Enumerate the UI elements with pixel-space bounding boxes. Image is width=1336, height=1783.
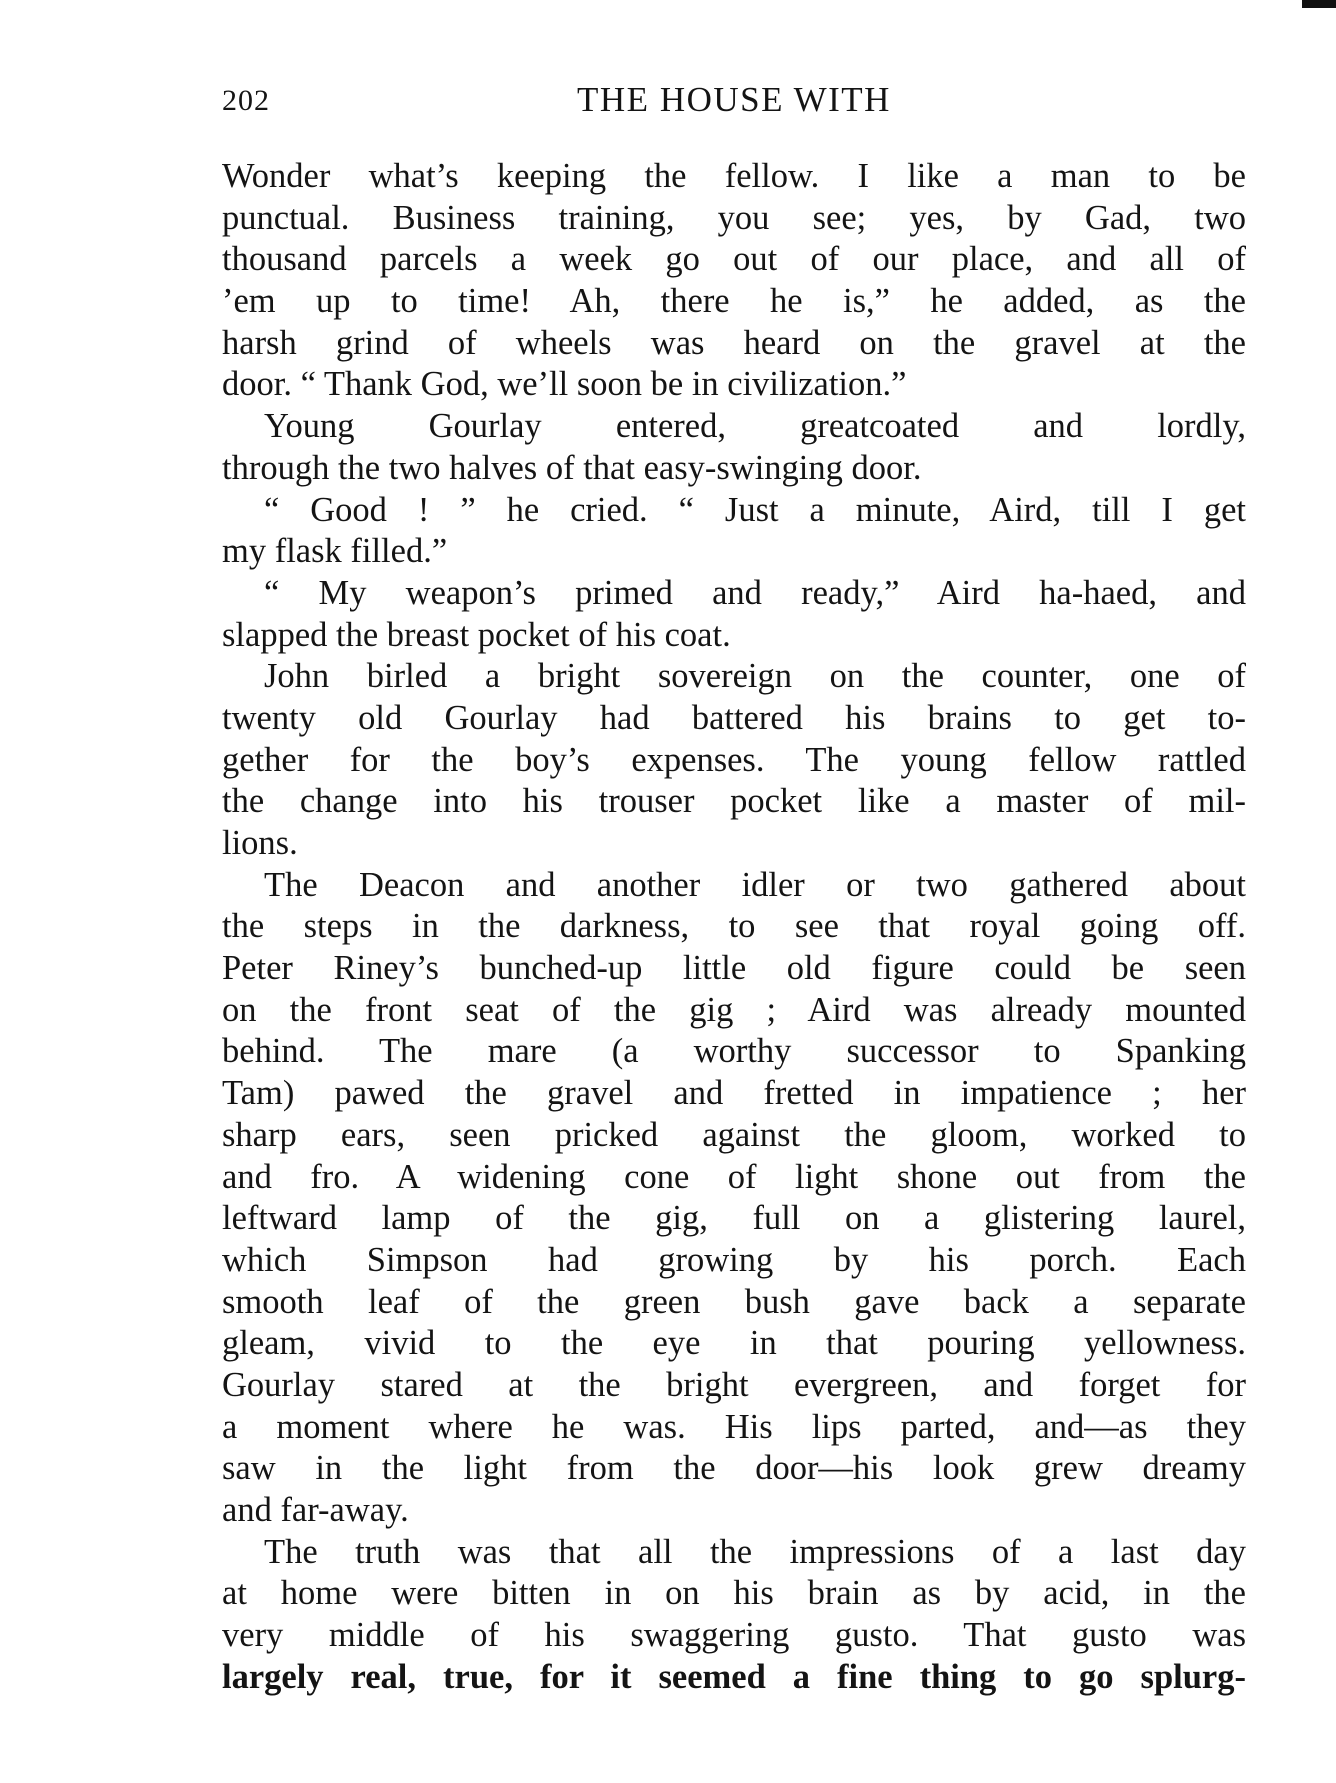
text-line: on the front seat of the gig ; Aird was already mounted <box>222 990 1246 1029</box>
text-line: my flask filled.” <box>222 532 448 571</box>
text-line: and fro. A widening cone of light shone out from the <box>222 1157 1246 1196</box>
running-head: THE HOUSE WITH <box>577 80 891 119</box>
text-line: gleam, vivid to the eye in that pouring yellowness. <box>222 1324 1246 1363</box>
text-line: behind. The mare (a worthy successor to Spanking <box>222 1032 1246 1071</box>
body-text <box>222 156 1246 1698</box>
text-line: through the two halves of that easy-swinging door. <box>222 448 922 487</box>
text-line: door. “ Thank God, we’ll soon be in civilization.” <box>222 365 907 404</box>
text-line: The Deacon and another idler or two gathered about <box>264 865 1246 904</box>
text-line: smooth leaf of the green bush gave back a separate <box>222 1282 1246 1321</box>
scan-edge-mark <box>1302 0 1336 8</box>
text-line: Peter Riney’s bunched-up little old figure could be seen <box>222 949 1246 988</box>
text-line: largely real, true, for it seemed a fine thing to go splurg- <box>222 1657 1246 1696</box>
text-line: at home were bitten in on his brain as by acid, in the <box>222 1574 1246 1613</box>
page-header <box>222 80 1246 132</box>
text-line: lions. <box>222 824 298 862</box>
text-line: “ Good ! ” he cried. “ Just a minute, Aird, till I get <box>264 490 1246 529</box>
text-line: Gourlay stared at the bright evergreen, and forget for <box>222 1365 1246 1404</box>
text-line: which Simpson had growing by his porch. Each <box>222 1240 1246 1279</box>
text-line: and far-away. <box>222 1491 409 1529</box>
page-number: 202 <box>222 84 270 117</box>
text-line: The truth was that all the impressions of a last day <box>264 1532 1246 1571</box>
text-line: ’em up to time! Ah, there he is,” he added, as the <box>222 282 1246 321</box>
text-line: the steps in the darkness, to see that royal going off. <box>222 907 1246 946</box>
text-line: a moment where he was. His lips parted, and—as they <box>222 1407 1246 1446</box>
text-line: harsh grind of wheels was heard on the gravel at the <box>222 323 1246 362</box>
text-line: slapped the breast pocket of his coat. <box>222 615 731 654</box>
text-line: Wonder what’s keeping the fellow. I like a man to be <box>222 157 1246 195</box>
text-line: “ My weapon’s primed and ready,” Aird ha-haed, and <box>264 573 1246 612</box>
text-line: sharp ears, seen pricked against the gloom, worked to <box>222 1115 1246 1154</box>
text-line: Tam) pawed the gravel and fretted in impatience ; her <box>222 1074 1246 1113</box>
text-line: twenty old Gourlay had battered his brains to get to- <box>222 698 1246 737</box>
text-line: gether for the boy’s expenses. The young fellow rattled <box>222 740 1246 779</box>
text-line: punctual. Business training, you see; yes, by Gad, two <box>222 198 1246 237</box>
text-line: the change into his trouser pocket like a master of mil- <box>222 782 1246 821</box>
text-line: very middle of his swaggering gusto. That gusto was <box>222 1616 1246 1655</box>
text-line: leftward lamp of the gig, full on a glistering laurel, <box>222 1199 1246 1238</box>
text-line: saw in the light from the door—his look grew dreamy <box>222 1449 1246 1488</box>
text-line: John birled a bright sovereign on the counter, one of <box>264 657 1246 696</box>
text-line: Young Gourlay entered, greatcoated and lordly, <box>264 407 1246 446</box>
text-line: thousand parcels a week go out of our place, and all of <box>222 240 1246 279</box>
